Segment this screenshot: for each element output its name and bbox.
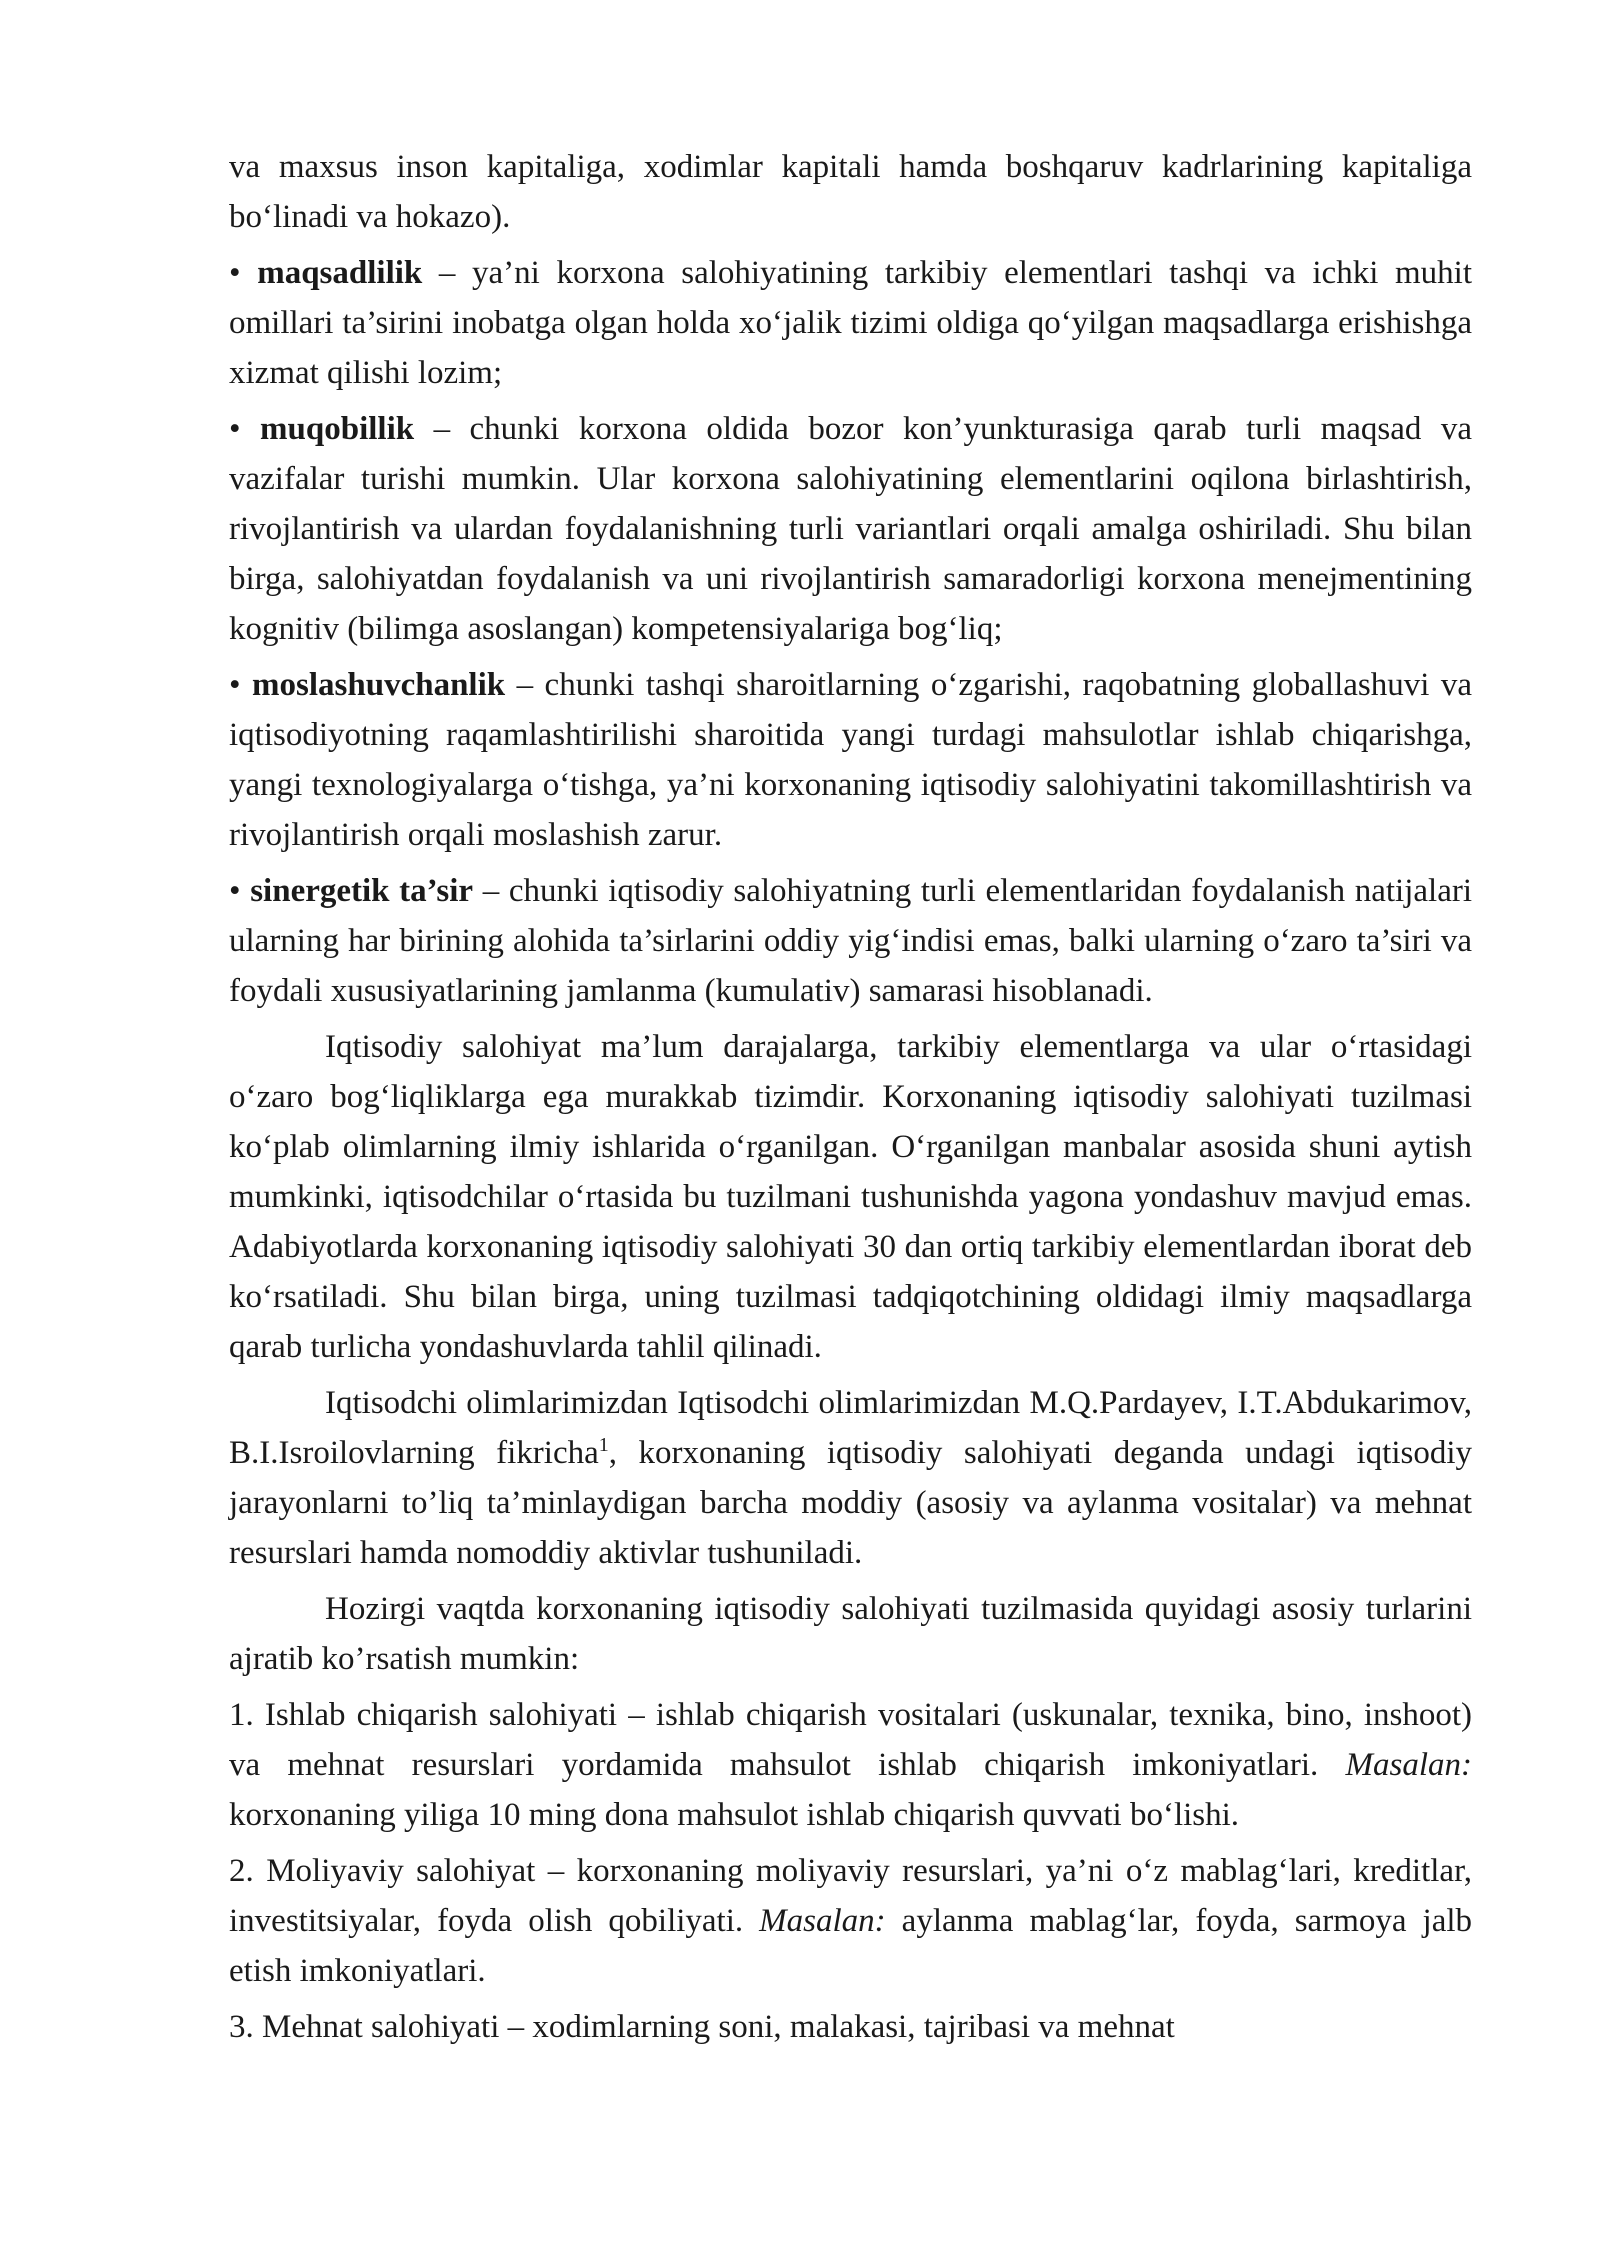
bullet-mark: • bbox=[229, 667, 241, 703]
scholars-text-before: Iqtisodchi olimlarimizdan Iqtisodchi olimlarimizdan M.Q.Pardayev, I.T.Abdukarimov, B.I.Isroilovlarning fikricha bbox=[229, 1385, 1472, 1471]
example-text: aylanma mablag‘lar, foyda, sarmoya jalb etish imkoniyatlari. bbox=[229, 1903, 1473, 1989]
footnote-reference[interactable]: 1 bbox=[598, 1434, 609, 1456]
bullet-text: – chunki tashqi sharoitlarning o‘zgarishi, raqobatning globallashuvi va iqtisodiyotning raqamlashtirilishi sharoitida yangi turdagi mahsulotlar ishlab chiqarishga, yangi texnologiyalarga o‘tishga, ya’ni korxonaning iqtisodiy salohiyatini takomillashtirish va rivojlantirish orqali moslashish zarur. bbox=[229, 667, 1473, 853]
paragraph-scholars bbox=[229, 1378, 1472, 1578]
bullet-text: – chunki iqtisodiy salohiyatning turli elementlaridan foydalanish natijalari ularning har birining alohida ta’sirlarini oddiy yig‘indisi emas, balki ularning o‘zaro ta’siri va foydali xususiyatlarining jamlanma (kumulativ) samarasi hisoblanadi. bbox=[229, 873, 1473, 1009]
bullet-mark: • bbox=[229, 255, 241, 291]
paragraph-structure: Iqtisodiy salohiyat ma’lum darajalarga, tarkibiy elementlarga va ular o‘rtasidagi o‘zaro bog‘liqliklarga ega murakkab tizimdir. Korxonaning iqtisodiy salohiyati tuzilmasi ko‘plab olimlarning ilmiy ishlarida o‘rganilgan. O‘rganilgan manbalar asosida shuni aytish mumkinki, iqtisodchilar o‘rtasida bu tuzilmani tushunishda yagona yondashuv mavjud emas. Adabiyotlarda korxonaning iqtisodiy salohiyati 30 dan ortiq tarkibiy elementlardan iborat deb ko‘rsatiladi. Shu bilan birga, uning tuzilmasi tadqiqotchining oldidagi ilmiy maqsadlarga qarab turlicha yondashuvlarda tahlil qilinadi. bbox=[229, 1029, 1472, 1365]
item-text: 2. Moliyaviy salohiyat – korxonaning moliyaviy resurslari, ya’ni o‘z mablag‘lari, kreditlar, investitsiyalar, foyda olish qobiliyati. bbox=[229, 1853, 1472, 1939]
bullet-term: muqobillik bbox=[260, 411, 415, 447]
list-item-financial-potential bbox=[229, 1846, 1472, 1996]
bullet-term: moslashuvchanlik bbox=[252, 667, 506, 703]
bullet-term: sinergetik ta’sir bbox=[250, 873, 474, 909]
paragraph-types-intro: Hozirgi vaqtda korxonaning iqtisodiy salohiyati tuzilmasida quyidagi asosiy turlarini ajratib ko’rsatish mumkin: bbox=[229, 1591, 1472, 1677]
bullet-mark: • bbox=[229, 411, 241, 447]
item-text: 1. Ishlab chiqarish salohiyati – ishlab chiqarish vositalari (uskunalar, texnika, bino, inshoot) va mehnat resurslari yordamida mahsulot ishlab chiqarish imkoniyatlari. bbox=[229, 1697, 1472, 1783]
bullet-text: – ya’ni korxona salohiyatining tarkibiy elementlari tashqi va ichki muhit omillari ta’sirini inobatga olgan holda xo‘jalik tizimi oldiga qo‘yilgan maqsadlarga erishishga xizmat qilishi lozim; bbox=[229, 255, 1473, 391]
example-label: Masalan: bbox=[1345, 1747, 1472, 1783]
list-item-production-potential bbox=[229, 1690, 1472, 1840]
bullet-text: – chunki korxona oldida bozor kon’yunkturasiga qarab turli maqsad va vazifalar turishi mumkin. Ular korxona salohiyatining elementlarini oqilona birlashtirish, rivojlantirish va ulardan foydalanishning turli variantlari orqali amalga oshiriladi. Shu bilan birga, salohiyatdan foydalanish va uni rivojlantirish samaradorligi korxona menejmentining kognitiv (bilimga asoslangan) kompetensiyalariga bog‘liq; bbox=[229, 411, 1472, 647]
bullet-mark: • bbox=[229, 873, 241, 909]
bullet-moslashuvchanlik bbox=[229, 660, 1472, 860]
example-text: korxonaning yiliga 10 ming dona mahsulot ishlab chiqarish quvvati bo‘lishi. bbox=[229, 1797, 1240, 1833]
document-page bbox=[229, 142, 1472, 2058]
bullet-term: maqsadlilik bbox=[257, 255, 423, 291]
list-item-labor-potential: 3. Mehnat salohiyati – xodimlarning soni, malakasi, tajribasi va mehnat bbox=[229, 2009, 1175, 2045]
bullet-maqsadlilik bbox=[229, 248, 1472, 398]
scholars-text-after: , korxonaning iqtisodiy salohiyati deganda undagi iqtisodiy jarayonlarni to’liq ta’minlaydigan barcha moddiy (asosiy va aylanma vositalar) va mehnat resurslari hamda nomoddiy aktivlar tushuniladi. bbox=[229, 1435, 1472, 1571]
bullet-sinergetik-tasir bbox=[229, 866, 1472, 1016]
example-label: Masalan: bbox=[759, 1903, 886, 1939]
paragraph-intro-continuation: va maxsus inson kapitaliga, xodimlar kapitali hamda boshqaruv kadrlarining kapitaliga bo‘linadi va hokazo). bbox=[229, 149, 1472, 235]
bullet-muqobillik bbox=[229, 404, 1472, 654]
